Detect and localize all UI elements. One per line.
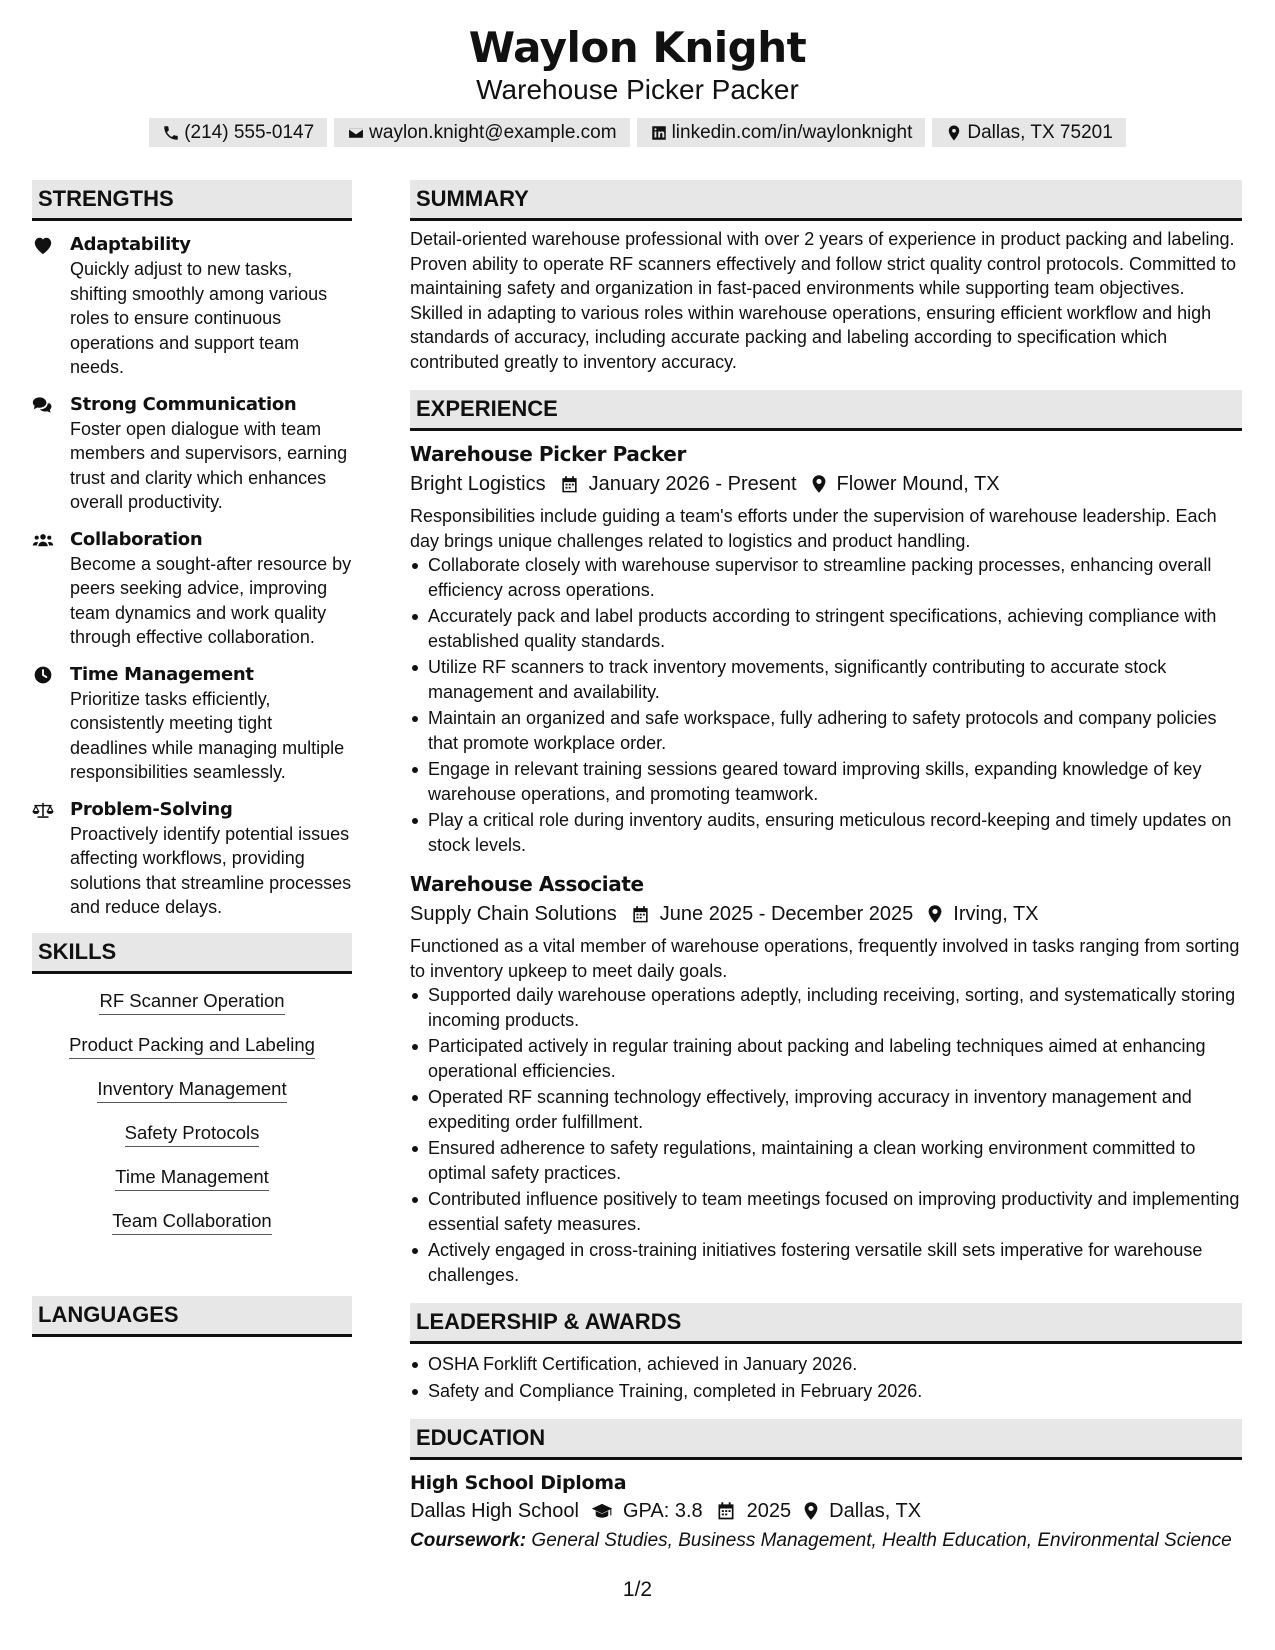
skill-item: Team Collaboration <box>112 1208 271 1235</box>
experience-heading: EXPERIENCE <box>410 390 1242 431</box>
list-item: Collaborate closely with warehouse supervisor to streamline packing processes, enhancing overall efficiency across operations. <box>410 553 1242 602</box>
contact-location[interactable] <box>932 118 1125 147</box>
skill-item: Safety Protocols <box>125 1120 260 1147</box>
strength-item <box>32 663 352 785</box>
strengths-heading: STRENGTHS <box>32 180 352 221</box>
gpa: GPA: 3.8 <box>622 1500 703 1522</box>
strength-title: Strong Communication <box>70 393 297 415</box>
calendar-icon <box>631 905 650 924</box>
skill-item: Product Packing and Labeling <box>69 1032 315 1059</box>
school-name: Dallas High School <box>410 1500 579 1522</box>
skills-heading: SKILLS <box>32 933 352 974</box>
strength-desc: Foster open dialogue with team members and supervisors, earning trust and clarity which enhances overall productivity. <box>70 418 348 512</box>
job-description: Functioned as a vital member of warehouse operations, frequently involved in tasks ranging from sorting to inventory upkeep to meet daily goals. <box>410 936 1240 981</box>
job-bullets <box>410 983 1242 1287</box>
strength-title: Problem-Solving <box>70 798 233 820</box>
resume-header <box>0 22 1275 147</box>
graduation-cap-icon <box>591 1501 613 1521</box>
list-item: Utilize RF scanners to track inventory movements, significantly contributing to accurate stock management and availability. <box>410 655 1242 704</box>
job-company: Supply Chain Solutions <box>410 903 617 925</box>
education-heading: EDUCATION <box>410 1419 1242 1460</box>
contact-email[interactable] <box>334 118 629 147</box>
left-column <box>32 180 352 1337</box>
contact-email-text: waylon.knight@example.com <box>369 121 617 143</box>
strength-title: Adaptability <box>70 234 191 255</box>
list-item: Maintain an organized and safe workspace, fully adhering to safety protocols and company policies that promote workplace order. <box>410 706 1242 755</box>
list-item: Participated actively in regular training about packing and labeling techniques aimed at enhancing operational efficiencies. <box>410 1034 1242 1083</box>
summary-heading: SUMMARY <box>410 180 1242 221</box>
contact-phone[interactable] <box>149 118 327 147</box>
job-dates: June 2025 - December 2025 <box>659 903 914 925</box>
job-meta <box>410 469 1242 499</box>
list-item: Supported daily warehouse operations adeptly, including receiving, sorting, and systematically storing incoming products. <box>410 983 1242 1032</box>
degree-title: High School Diploma <box>410 1472 627 1494</box>
job-dates: January 2026 - Present <box>588 473 797 495</box>
strength-item <box>32 233 352 380</box>
job-company: Bright Logistics <box>410 473 546 495</box>
contact-bar <box>0 118 1275 147</box>
list-item: Play a critical role during inventory audits, ensuring meticulous record-keeping and timely updates on stock levels. <box>410 808 1242 857</box>
job-title: Warehouse Associate <box>410 872 644 896</box>
job-entry <box>410 869 1242 1287</box>
strength-item <box>32 393 352 515</box>
summary-text: Detail-oriented warehouse professional with over 2 years of experience in product packing and labeling. Proven ability to operate RF scanners effectively and follow strict quality control protocols. Committed to maintaining safety and organization in fast-paced environments while supporting team objectives. Skilled in adapting to various roles within warehouse operations, ensuring efficient workflow and high standards of accuracy, including accurate packing and labeling according to specification which contributed greatly to inventory accuracy. <box>410 229 1237 372</box>
list-item: Actively engaged in cross-training initiatives fostering versatile skill sets imperative for warehouse challenges. <box>410 1238 1242 1287</box>
job-title: Warehouse Picker Packer <box>410 442 686 466</box>
job-meta <box>410 899 1242 929</box>
strength-desc: Proactively identify potential issues affecting workflows, providing solutions that streamline processes and reduce delays. <box>70 823 352 917</box>
calendar-icon <box>715 1501 737 1521</box>
graduation-year: 2025 <box>746 1500 792 1522</box>
job-description: Responsibilities include guiding a team's efforts under the supervision of warehouse leadership. Each day brings unique challenges related to logistics and product handling. <box>410 506 1217 551</box>
list-item: Operated RF scanning technology effectively, improving accuracy in inventory management and expediting order fulfillment. <box>410 1085 1242 1134</box>
phone-icon <box>162 124 180 142</box>
leadership-section <box>410 1303 1242 1403</box>
users-icon <box>32 530 54 550</box>
list-item: Contributed influence positively to team meetings focused on improving productivity and implementing essential safety measures. <box>410 1187 1242 1236</box>
strengths-list <box>32 233 352 920</box>
strength-item <box>32 798 352 920</box>
contact-linkedin[interactable] <box>637 118 926 147</box>
list-item: OSHA Forklift Certification, achieved in January 2026. <box>410 1352 1242 1377</box>
job-location: Flower Mound, TX <box>836 473 1000 495</box>
contact-phone-text: (214) 555-0147 <box>184 121 315 143</box>
skills-list <box>32 988 352 1252</box>
skill-item: RF Scanner Operation <box>99 988 284 1015</box>
list-item: Ensured adherence to safety regulations, maintaining a clean working environment committed to optimal safety practices. <box>410 1136 1242 1185</box>
calendar-icon <box>560 475 579 494</box>
linkedin-icon <box>650 124 668 142</box>
contact-location-text: Dallas, TX 75201 <box>967 121 1113 143</box>
leadership-heading: LEADERSHIP & AWARDS <box>410 1303 1242 1344</box>
strength-item <box>32 528 352 650</box>
coursework-list: General Studies, Business Management, Health Education, Environmental Science <box>526 1530 1232 1551</box>
strength-title: Time Management <box>70 663 254 685</box>
heart-icon <box>32 235 54 255</box>
coursework-label: Coursework: <box>410 1530 527 1551</box>
education-meta <box>410 1496 1242 1526</box>
strength-desc: Quickly adjust to new tasks, shifting smoothly among various roles to ensure continuous operations and support team needs. <box>70 259 328 377</box>
candidate-role: Warehouse Picker Packer <box>476 74 799 105</box>
right-column <box>410 180 1242 1554</box>
location-pin-icon <box>811 474 827 494</box>
list-item: Safety and Compliance Training, completed in February 2026. <box>410 1379 1242 1404</box>
skill-item: Inventory Management <box>97 1076 286 1103</box>
coursework <box>410 1529 1242 1554</box>
leadership-list <box>410 1352 1242 1403</box>
school-location: Dallas, TX <box>829 1500 922 1522</box>
job-bullets <box>410 553 1242 857</box>
location-pin-icon <box>945 124 963 142</box>
balance-scale-icon <box>32 800 54 820</box>
strength-desc: Become a sought-after resource by peers seeking advice, improving team dynamics and work quality through effective collaboration. <box>70 553 352 647</box>
chat-bubbles-icon <box>32 395 54 415</box>
job-entry <box>410 439 1242 857</box>
contact-linkedin-text: linkedin.com/in/waylonknight <box>671 121 913 143</box>
list-item: Engage in relevant training sessions geared toward improving skills, expanding knowledge of key warehouse operations, and promoting teamwork. <box>410 757 1242 806</box>
envelope-icon <box>347 124 365 142</box>
list-item: Accurately pack and label products according to stringent specifications, achieving compliance with established quality standards. <box>410 604 1242 653</box>
education-section <box>410 1419 1242 1554</box>
languages-heading: LANGUAGES <box>32 1296 352 1337</box>
clock-icon <box>32 665 54 685</box>
strength-title: Collaboration <box>70 528 203 550</box>
candidate-name: Waylon Knight <box>468 23 807 72</box>
location-pin-icon <box>927 904 943 924</box>
location-pin-icon <box>803 1501 819 1521</box>
strength-desc: Prioritize tasks efficiently, consistently meeting tight deadlines while managing multiple responsibilities seamlessly. <box>70 688 345 782</box>
job-location: Irving, TX <box>953 903 1039 925</box>
skill-item: Time Management <box>115 1164 269 1191</box>
page-number: 1/2 <box>622 1578 653 1601</box>
